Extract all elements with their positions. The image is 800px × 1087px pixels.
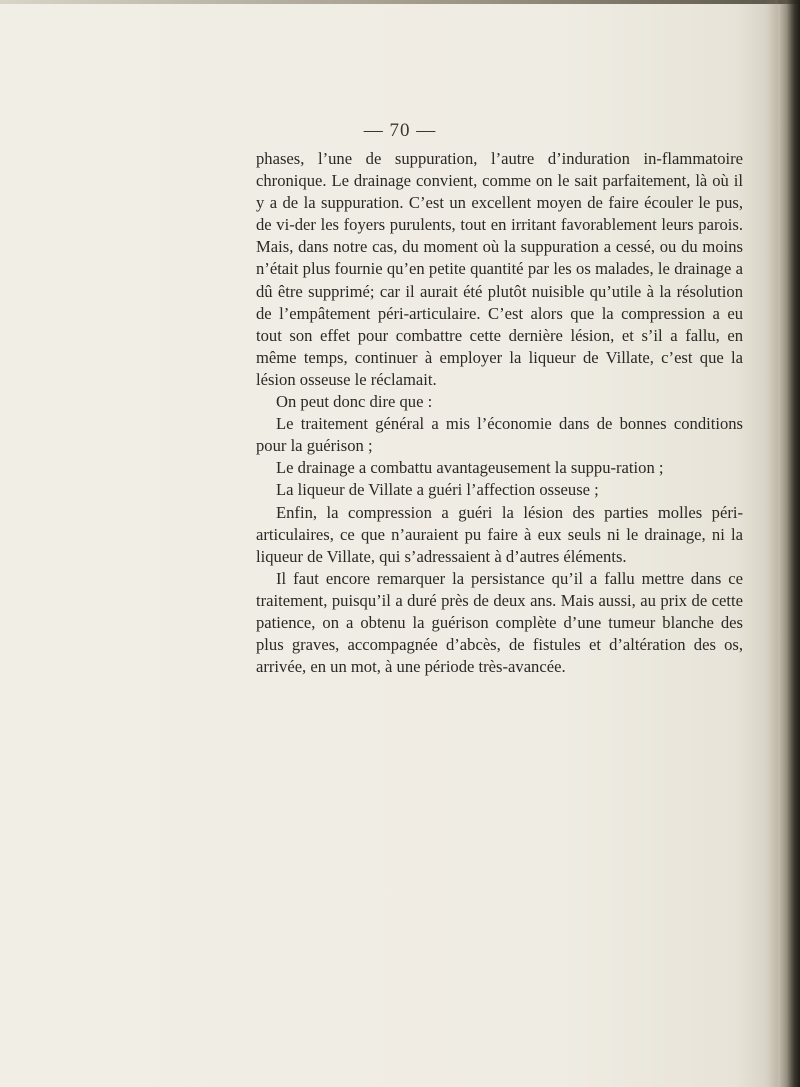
paragraph-3: Le traitement général a mis l’économie dans de bonnes conditions pour la guérison ; [256,414,743,456]
spine-shadow [764,0,778,1087]
body-text [256,148,743,678]
paragraph-4: Le drainage a combattu avantageusement la suppu-ration ; [276,458,664,478]
paragraph-5: La liqueur de Villate a guéri l’affection osseuse ; [276,480,599,500]
paragraph-7: Il faut encore remarquer la persistance qu’il a fallu mettre dans ce traitement, puisqu’il a duré près de deux ans. Mais aussi, au prix de cette patience, on a obtenu la guérison complète d’une tumeur blanche des plus graves, accompagnée d’abcès, de fistules et d’altération des os, arrivée, en un mot, à une période très-avancée. [256,568,743,677]
top-edge [0,0,800,4]
book-spine-edge [778,0,800,1087]
paragraph-6: Enfin, la compression a guéri la lésion des parties molles péri-articulaires, ce que n’auraient pu faire à eux seuls ni le drainage, ni la liqueur de Villate, qui s’adressaient à d’autres éléments. [256,502,743,566]
paragraph-1: phases, l’une de suppuration, l’autre d’induration in-flammatoire chronique. Le drainage convient, comme on le sait parfaitement, là où il y a de la suppuration. C’est un excellent moyen de faire écouler le pus, de vi-der les foyers purulents, tout en irritant favorablement leurs parois. Mais, dans notre cas, du moment où la suppuration a cessé, ou du moins n’était plus fournie qu’en petite quantité par les os malades, le drainage a dû être supprimé; car il aurait été plutôt nuisible qu’utile à la résolution de l’empâtement péri-articulaire. C’est alors que la compression a eu tout son effet pour combattre cette dernière lésion, et s’il a fallu, en même temps, continuer à employer la liqueur de Villate, c’est que la lésion osseuse le réclamait. [256,149,743,389]
page-number: — 70 — [363,120,437,141]
paragraph-2: On peut donc dire que : [276,392,433,412]
